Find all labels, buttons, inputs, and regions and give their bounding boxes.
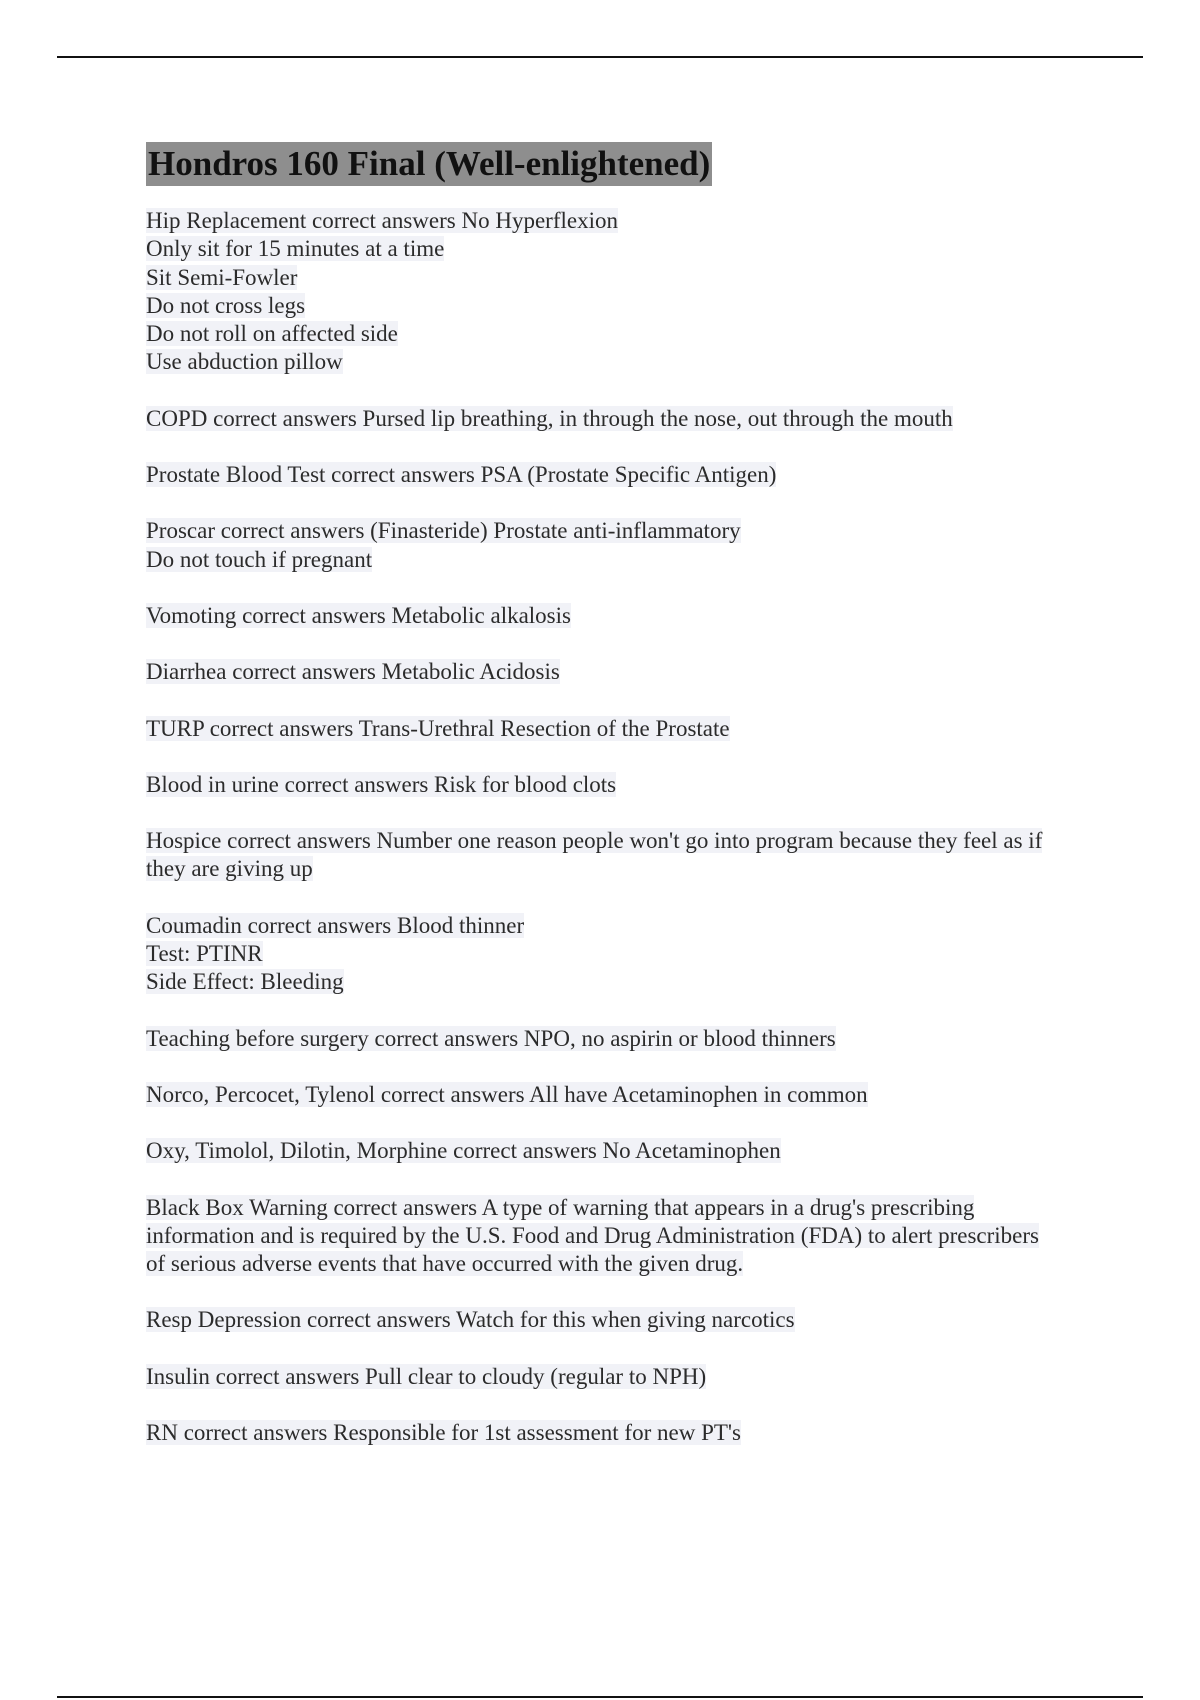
qa-entry [146, 1363, 1106, 1391]
qa-line-text: COPD correct answers Pursed lip breathing, in through the nose, out through the mouth [146, 405, 953, 431]
qa-line [146, 320, 1106, 348]
qa-entry [146, 1081, 1106, 1109]
qa-entry [146, 658, 1106, 686]
qa-entry [146, 1419, 1106, 1447]
qa-line-text: Insulin correct answers Pull clear to cloudy (regular to NPH) [146, 1363, 707, 1389]
qa-line [146, 1081, 1106, 1109]
qa-entry [146, 715, 1106, 743]
qa-line [146, 602, 1106, 630]
qa-line-text: Proscar correct answers (Finasteride) Prostate anti-inflammatory [146, 518, 741, 544]
qa-line [146, 1025, 1106, 1053]
qa-line [146, 1222, 1106, 1250]
qa-line [146, 912, 1106, 940]
qa-line-text: Only sit for 15 minutes at a time [146, 236, 445, 262]
qa-line [146, 405, 1106, 433]
qa-line [146, 1306, 1106, 1334]
qa-line-text: Oxy, Timolol, Dilotin, Morphine correct answers No Acetaminophen [146, 1138, 781, 1164]
qa-line-text: of serious adverse events that have occurred with the given drug. [146, 1251, 744, 1277]
qa-line-text: Side Effect: Bleeding [146, 969, 344, 995]
qa-line-text: information and is required by the U.S. Food and Drug Administration (FDA) to alert prescribers [146, 1222, 1040, 1248]
qa-line [146, 968, 1106, 996]
qa-line-text: Do not cross legs [146, 292, 306, 318]
qa-line-text: Prostate Blood Test correct answers PSA (Prostate Specific Antigen) [146, 462, 777, 488]
qa-line-text: Do not roll on affected side [146, 321, 398, 347]
qa-line [146, 715, 1106, 743]
qa-line [146, 1194, 1106, 1222]
qa-line [146, 940, 1106, 968]
qa-entry [146, 602, 1106, 630]
qa-line-text: Resp Depression correct answers Watch for this when giving narcotics [146, 1307, 795, 1333]
document-body [146, 142, 1106, 1475]
qa-line [146, 1419, 1106, 1447]
qa-line-text: Hip Replacement correct answers No Hyperflexion [146, 208, 618, 233]
qa-line [146, 546, 1106, 574]
qa-entry [146, 517, 1106, 574]
qa-line [146, 855, 1106, 883]
qa-line [146, 771, 1106, 799]
qa-line [146, 1250, 1106, 1278]
qa-entry [146, 1194, 1106, 1279]
qa-line [146, 207, 1106, 235]
qa-entry [146, 1025, 1106, 1053]
bottom-rule [57, 1696, 1143, 1698]
qa-entry [146, 827, 1106, 884]
qa-line-text: Vomoting correct answers Metabolic alkalosis [146, 602, 571, 628]
qa-entry [146, 912, 1106, 997]
qa-entry [146, 1137, 1106, 1165]
qa-line [146, 348, 1106, 376]
qa-line-text: Black Box Warning correct answers A type of warning that appears in a drug's prescribing [146, 1194, 975, 1220]
qa-line-text: Use abduction pillow [146, 349, 343, 375]
qa-entry [146, 405, 1106, 433]
qa-line-text: they are giving up [146, 856, 313, 882]
qa-line [146, 461, 1106, 489]
qa-line-text: Norco, Percocet, Tylenol correct answers All have Acetaminophen in common [146, 1081, 868, 1107]
qa-line-text: TURP correct answers Trans-Urethral Resection of the Prostate [146, 715, 730, 741]
qa-line [146, 235, 1106, 263]
qa-line-text: Test: PTINR [146, 941, 263, 967]
page-title: Hondros 160 Final (Well-enlightened) [146, 142, 712, 186]
qa-entry [146, 207, 1106, 377]
qa-line [146, 264, 1106, 292]
qa-line [146, 517, 1106, 545]
top-rule [57, 56, 1143, 58]
qa-entry [146, 461, 1106, 489]
qa-line [146, 292, 1106, 320]
qa-entry [146, 771, 1106, 799]
qa-line-text: Diarrhea correct answers Metabolic Acidosis [146, 659, 560, 685]
qa-line-text: Hospice correct answers Number one reason people won't go into program because they feel as if [146, 828, 1043, 854]
qa-entry [146, 1306, 1106, 1334]
qa-line-text: Sit Semi-Fowler [146, 264, 298, 290]
qa-line [146, 1137, 1106, 1165]
qa-line [146, 827, 1106, 855]
qa-line [146, 1363, 1106, 1391]
qa-list [146, 207, 1106, 1447]
qa-line-text: Blood in urine correct answers Risk for blood clots [146, 771, 617, 797]
qa-line-text: Teaching before surgery correct answers NPO, no aspirin or blood thinners [146, 1025, 836, 1051]
qa-line-text: Coumadin correct answers Blood thinner [146, 912, 525, 938]
qa-line [146, 658, 1106, 686]
qa-line-text: RN correct answers Responsible for 1st assessment for new PT's [146, 1420, 742, 1446]
qa-line-text: Do not touch if pregnant [146, 546, 373, 572]
